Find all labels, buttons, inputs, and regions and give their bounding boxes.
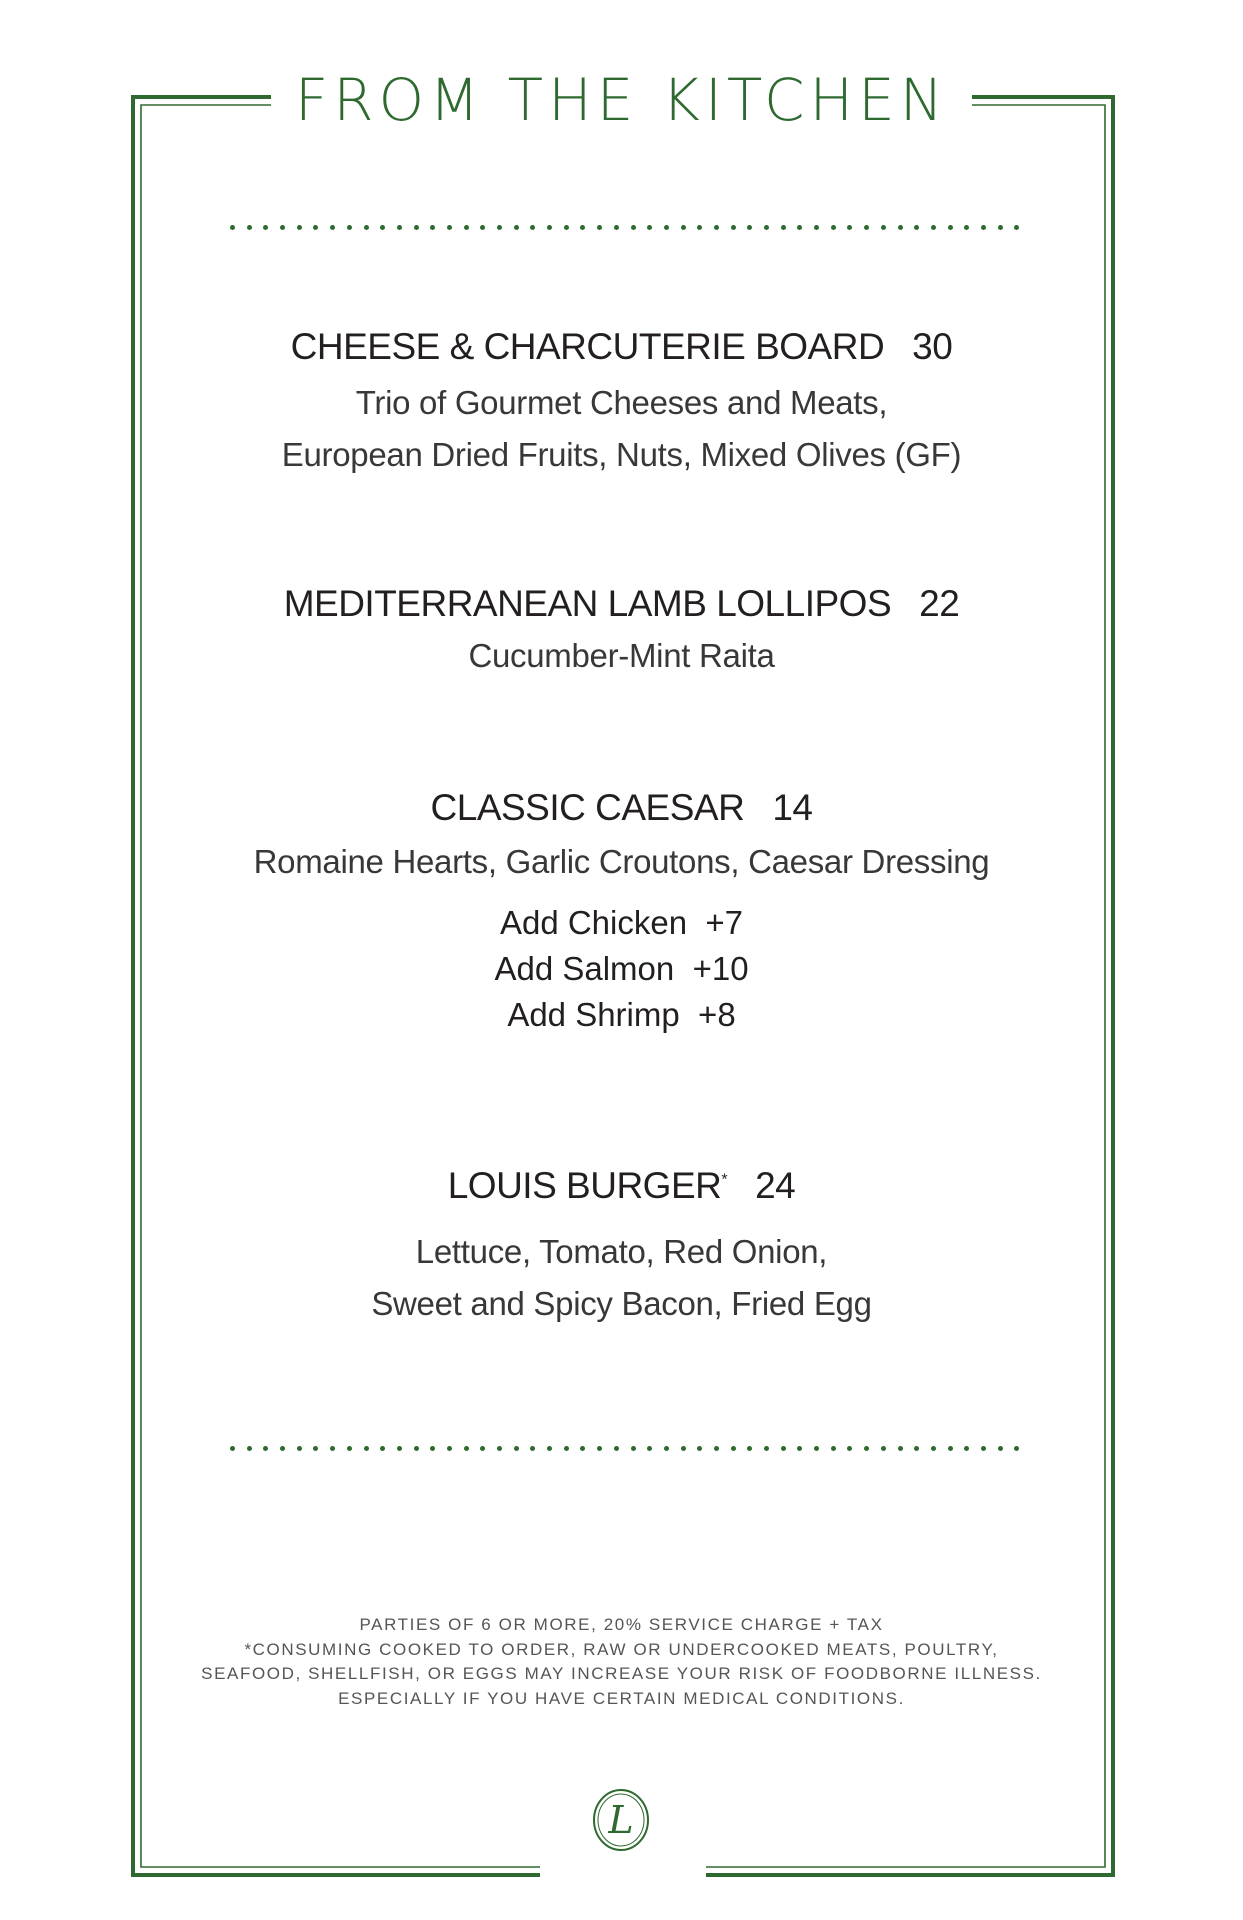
- divider-dot: [614, 225, 619, 230]
- divider-dot: [898, 225, 903, 230]
- divider-dot: [781, 225, 786, 230]
- divider-dot: [797, 1446, 802, 1451]
- divider-dot: [247, 225, 252, 230]
- divider-dot: [547, 1446, 552, 1451]
- divider-dot: [881, 1446, 886, 1451]
- divider-dot: [313, 1446, 318, 1451]
- addon-salmon: Add Salmon +10: [494, 950, 749, 987]
- divider-dot: [397, 225, 402, 230]
- divider-dot: [914, 1446, 919, 1451]
- divider-dot: [380, 1446, 385, 1451]
- divider-dot: [964, 1446, 969, 1451]
- divider-dot: [931, 225, 936, 230]
- divider-dot: [681, 1446, 686, 1451]
- divider-dot: [697, 225, 702, 230]
- menu-item-classic-caesar: [160, 786, 1083, 1038]
- divider-dot: [814, 225, 819, 230]
- divider-dot: [297, 225, 302, 230]
- item-description: Sweet and Spicy Bacon, Fried Egg: [371, 1285, 872, 1322]
- divider-dot: [614, 1446, 619, 1451]
- divider-dot: [948, 1446, 953, 1451]
- divider-dot: [464, 225, 469, 230]
- divider-dot: [497, 1446, 502, 1451]
- divider-dot: [530, 1446, 535, 1451]
- divider-dot: [981, 225, 986, 230]
- divider-dot: [981, 1446, 986, 1451]
- divider-dot: [564, 225, 569, 230]
- footer-line: ESPECIALLY IF YOU HAVE CERTAIN MEDICAL CONDITIONS.: [338, 1688, 905, 1708]
- menu-item-louis-burger: [160, 1164, 1083, 1330]
- divider-dot: [580, 1446, 585, 1451]
- divider-dot: [864, 1446, 869, 1451]
- divider-dot: [530, 225, 535, 230]
- divider-dot: [480, 1446, 485, 1451]
- item-description: European Dried Fruits, Nuts, Mixed Olives (GF): [281, 436, 962, 473]
- divider-dot: [998, 225, 1003, 230]
- divider-dot: [631, 225, 636, 230]
- divider-dot: [797, 225, 802, 230]
- divider-dot: [364, 225, 369, 230]
- divider-dot: [447, 225, 452, 230]
- divider-dot: [280, 1446, 285, 1451]
- divider-dot: [497, 225, 502, 230]
- footer-disclaimer: [160, 1613, 1083, 1711]
- menu-title: FROM THE KITCHEN: [0, 64, 1243, 136]
- divider-dot: [898, 1446, 903, 1451]
- divider-dot: [397, 1446, 402, 1451]
- divider-dot: [430, 225, 435, 230]
- divider-dot: [330, 1446, 335, 1451]
- divider-dot: [330, 225, 335, 230]
- divider-dot: [664, 1446, 669, 1451]
- item-description: Trio of Gourmet Cheeses and Meats,: [355, 384, 888, 421]
- divider-dot: [347, 1446, 352, 1451]
- divider-dot: [464, 1446, 469, 1451]
- addon-shrimp: Add Shrimp +8: [507, 996, 736, 1033]
- dotted-divider-top: [230, 223, 1020, 231]
- divider-dot: [514, 1446, 519, 1451]
- divider-dot: [731, 1446, 736, 1451]
- item-price: 30: [912, 326, 953, 367]
- divider-dot: [580, 225, 585, 230]
- divider-dot: [447, 1446, 452, 1451]
- divider-dot: [664, 225, 669, 230]
- divider-dot: [263, 225, 268, 230]
- divider-dot: [247, 1446, 252, 1451]
- footer-line: *CONSUMING COOKED TO ORDER, RAW OR UNDERCOOKED MEATS, POULTRY,: [244, 1639, 999, 1659]
- divider-dot: [764, 225, 769, 230]
- divider-dot: [681, 225, 686, 230]
- item-price: 14: [772, 787, 813, 828]
- divider-dot: [714, 225, 719, 230]
- divider-dot: [547, 225, 552, 230]
- divider-dot: [781, 1446, 786, 1451]
- divider-dot: [564, 1446, 569, 1451]
- divider-dot: [1014, 1446, 1019, 1451]
- divider-dot: [914, 225, 919, 230]
- divider-dot: [647, 225, 652, 230]
- item-name: CHEESE & CHARCUTERIE BOARD 30: [290, 326, 953, 367]
- divider-dot: [230, 1446, 235, 1451]
- divider-dot: [631, 1446, 636, 1451]
- menu-item-lamb-lollipops: [160, 582, 1083, 682]
- divider-dot: [881, 225, 886, 230]
- logo-letter: L: [608, 1798, 634, 1842]
- divider-dot: [480, 225, 485, 230]
- addon-list: [160, 900, 1083, 1038]
- item-description: Cucumber-Mint Raita: [468, 637, 775, 674]
- item-name: CLASSIC CAESAR 14: [430, 787, 813, 828]
- divider-dot: [597, 1446, 602, 1451]
- divider-dot: [747, 225, 752, 230]
- divider-dot: [1014, 225, 1019, 230]
- divider-dot: [514, 225, 519, 230]
- item-description: Romaine Hearts, Garlic Croutons, Caesar Dressing: [253, 843, 990, 880]
- divider-dot: [864, 225, 869, 230]
- item-price: 22: [919, 583, 960, 624]
- item-description: Lettuce, Tomato, Red Onion,: [415, 1233, 828, 1270]
- item-name: MEDITERRANEAN LAMB LOLLIPOS 22: [283, 583, 960, 624]
- divider-dot: [414, 1446, 419, 1451]
- menu-item-cheese-board: [160, 325, 1083, 481]
- restaurant-logo-icon: [589, 1785, 653, 1855]
- divider-dot: [998, 1446, 1003, 1451]
- item-name: LOUIS BURGER* 24: [447, 1165, 796, 1206]
- divider-dot: [964, 225, 969, 230]
- divider-dot: [230, 225, 235, 230]
- divider-dot: [364, 1446, 369, 1451]
- divider-dot: [597, 225, 602, 230]
- divider-dot: [430, 1446, 435, 1451]
- divider-dot: [847, 1446, 852, 1451]
- divider-dot: [697, 1446, 702, 1451]
- divider-dot: [814, 1446, 819, 1451]
- divider-dot: [931, 1446, 936, 1451]
- asterisk-marker: *: [721, 1171, 728, 1189]
- divider-dot: [831, 225, 836, 230]
- divider-dot: [764, 1446, 769, 1451]
- divider-dot: [313, 225, 318, 230]
- footer-line: SEAFOOD, SHELLFISH, OR EGGS MAY INCREASE YOUR RISK OF FOODBORNE ILLNESS.: [201, 1664, 1042, 1683]
- divider-dot: [948, 225, 953, 230]
- divider-dot: [263, 1446, 268, 1451]
- dotted-divider-bottom: [230, 1444, 1020, 1452]
- addon-chicken: Add Chicken +7: [499, 904, 744, 941]
- divider-dot: [414, 225, 419, 230]
- divider-dot: [280, 225, 285, 230]
- divider-dot: [847, 225, 852, 230]
- divider-dot: [831, 1446, 836, 1451]
- divider-dot: [647, 1446, 652, 1451]
- divider-dot: [297, 1446, 302, 1451]
- divider-dot: [347, 225, 352, 230]
- divider-dot: [747, 1446, 752, 1451]
- footer-line: PARTIES OF 6 OR MORE, 20% SERVICE CHARGE + TAX: [359, 1615, 884, 1634]
- divider-dot: [380, 225, 385, 230]
- divider-dot: [731, 225, 736, 230]
- item-price: 24: [755, 1165, 796, 1206]
- divider-dot: [714, 1446, 719, 1451]
